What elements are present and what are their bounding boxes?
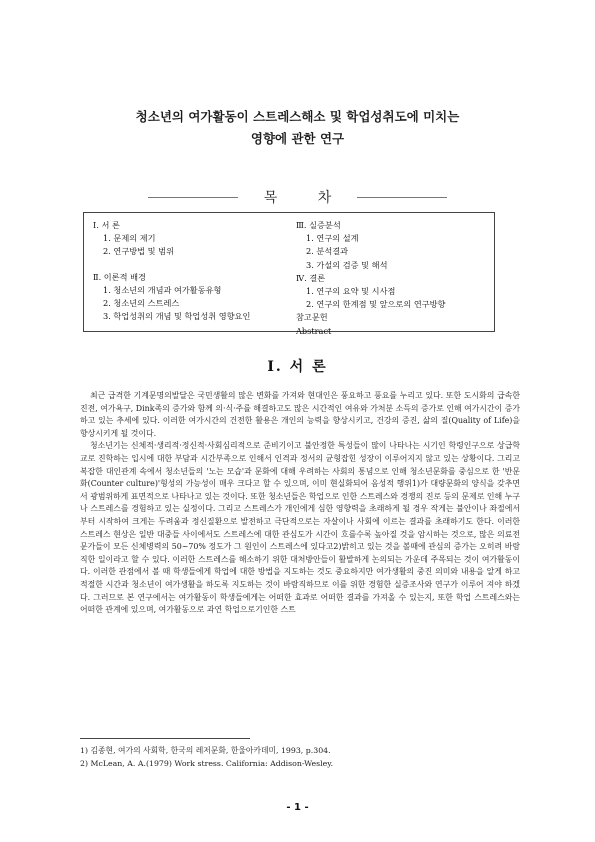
toc-heading xyxy=(100,187,495,207)
toc-left-column xyxy=(93,219,250,323)
toc-subsection: 2. 연구의 한계점 및 앞으로의 연구방향 xyxy=(306,299,446,310)
paper-title-line-2: 영향에 관한 연구 xyxy=(250,131,345,146)
toc-subsection: 2. 분석결과 xyxy=(306,246,349,257)
footnote-separator xyxy=(80,738,250,739)
toc-subsection: 3. 가설의 검증 및 해석 xyxy=(306,259,388,270)
table-of-contents xyxy=(83,212,495,336)
toc-subsection: 1. 연구의 요약 및 시사점 xyxy=(306,286,396,297)
paragraph: 청소년기는 신체적·생리적·정신적·사회심리적으로 준비기이고 불안정한 특성들이 많이 나타나는 시기인 학령인구으로 상급학교로 진학하는 입시에 대한 부담과 시간부족으로 인해서 인격과 정서의 균형잡힌 성장이 이루어지지 않고 있는 상황이다. 그리고 복잡한 대인관계 속에서 청소년들의 '노는 모습'과 문화에 대해 우려하는 사회의 통념으로 인해 청소년문화를 중심으로 한 '반문화(Counter culture)'형성의 가능성이 매우 크다고 할 수 있으며, 이미 현실화되어 음성적 행위1)가 대량문화의 양식을 갖추면서 광범위하게 표면적으로 나타나고 있는 것이다. 또한 청소년들은 학업으로 인한 스트레스와 경쟁의 진로 등의 문제로 인해 누구나 스트레스를 경험하고 있는 실정이다. 그리고 스트레스가 개인에게 심한 영향력을 초래하게 될 경우 작게는 불안이나 좌절에서부터 시작하여 크게는 두려움과 정신질환으로 발전하고 극단적으로는 자살이나 사회에 이르는 결과를 초래하기도 한다. 이러한 스트레스 현상은 일반 대중들 사이에서도 스트레스에 대한 관심도가 시간이 흐를수록 높아질 것을 암시하는 것으로, 많은 의료전문가들이 모든 신체병력의 50~70% 정도가 그 원인이 스트레스에 있다고2)밝히고 있는 것을 볼때에 관심의 증가는 오히려 바람직한 일이라고 할 수 있다. 이러한 스트레스를 해소하기 위한 대처방안들이 활발하게 논의되는 가운데 주목되는 것이 여가활동이다. 이러한 관점에서 볼 때 학생들에게 학업에 대한 방법을 지도하는 것도 중요하지만 여가생활의 중진 의미와 내용을 알게 하고 적절한 시간과 청소년이 여가생활을 하도록 지도하는 것이 바람직하므로 이를 위한 경험한 실증조사와 연구가 이루어 져야 하겠다. 그러므로 본 연구에서는 여가활동이 학생들에게는 어떠한 효과로 어떠한 결과를 가져올 수 있는지, 또한 학업 스트레스와는 어떠한 관계에 있으며, 여가활동으로 과연 학업으로기인한 스트 xyxy=(80,441,520,615)
footnote: 2) McLean, A. A.(1979) Work stress. California: Addison-Wesley. xyxy=(80,759,334,768)
footnotes xyxy=(80,744,520,770)
toc-heading-rule-left xyxy=(148,197,238,198)
toc-subsection: 3. 학업성취의 개념 및 학업성취 영향요인 xyxy=(103,311,251,322)
toc-heading-label: 목 차 xyxy=(263,190,350,206)
toc-chapter: Ⅳ. 결론 xyxy=(296,272,326,283)
toc-right-column xyxy=(296,219,445,338)
toc-spacer xyxy=(93,259,250,271)
body-text xyxy=(80,390,520,617)
paragraph: 최근 급격한 기계문명의발달은 국민생활의 많은 변화를 가져와 현대인은 풍요하고 풍요를 누리고 있다. 또한 도시화의 급속한 진전, 여가욕구, Dink족의 증가와 함께 의·식·주를 해결하고도 많은 시간적인 여유와 가처분 소득의 증가로 인해 여가시간이 증가하고 있는 추세에 있다. 이러한 여가시간의 건전한 활용은 개인의 능력을 향상시키고, 건강의 증진, 삶의 질(Quality of Life)을 향상시키게 될 것이다. xyxy=(80,391,520,438)
footnote: 1) 김종현, 여가의 사회학, 한국의 레저문화, 한울아카데미, 1993, p.304. xyxy=(80,746,331,755)
section-title-introduction: Ⅰ. 서 론 xyxy=(267,359,328,375)
toc-subsection: 1. 청소년의 개념과 여가활동유형 xyxy=(103,284,222,295)
toc-chapter: 참고문헌 xyxy=(296,312,328,323)
page-number: - 1 - xyxy=(286,802,309,813)
toc-chapter: Ⅱ. 이론적 배경 xyxy=(93,271,146,282)
toc-subsection: 1. 문제의 제기 xyxy=(103,233,156,244)
toc-heading-rule-right xyxy=(357,197,447,198)
toc-chapter: Ⅰ. 서 론 xyxy=(93,220,120,230)
paper-title xyxy=(70,106,525,150)
toc-subsection: 2. 연구방법 및 범위 xyxy=(103,246,174,257)
toc-subsection: 2. 청소년의 스트레스 xyxy=(103,298,180,309)
toc-chapter: Abstract xyxy=(296,325,332,336)
toc-chapter: Ⅲ. 실증분석 xyxy=(296,220,341,230)
toc-subsection: 1. 연구의 설계 xyxy=(306,233,359,244)
paper-title-line-1: 청소년의 여가활동이 스트레스해소 및 학업성취도에 미치는 xyxy=(135,109,460,124)
